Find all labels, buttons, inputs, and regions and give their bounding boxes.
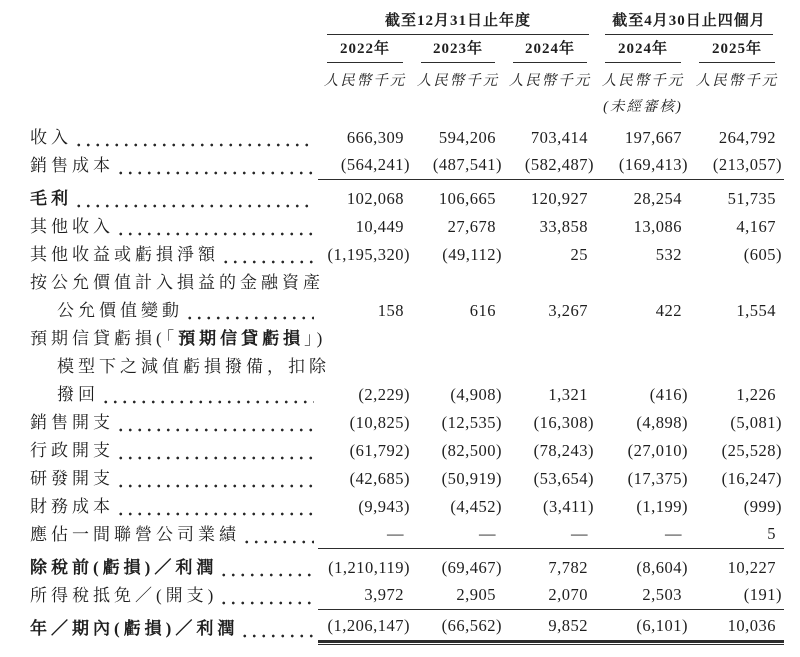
- table-row: [30, 297, 784, 325]
- table-row: [30, 582, 784, 610]
- value-cell: —: [504, 524, 596, 549]
- row-label-text: 其他收益或虧損淨額: [30, 245, 219, 265]
- value-cell: 9,852: [504, 616, 596, 643]
- value-cell: 264,792: [718, 128, 776, 147]
- value-cell: (66,562): [412, 616, 504, 643]
- value-cell: (605): [743, 245, 782, 264]
- value-cell: 10,227: [727, 558, 776, 577]
- leader-dots: [116, 498, 314, 517]
- row-label-text: 所得稅抵免／(開支): [30, 586, 218, 606]
- year-label: 2024年: [605, 37, 681, 63]
- value-cell: [504, 377, 596, 381]
- value-cell: (582,487): [504, 155, 596, 180]
- table-row: [30, 409, 784, 437]
- row-label-text: 撥回: [57, 385, 99, 405]
- row-label-text: 年／期內(虧損)／利潤: [30, 619, 239, 639]
- leader-dots: [219, 559, 314, 578]
- row-label-text: 按公允價值計入損益的金融資產: [30, 273, 324, 293]
- value-cell: (25,528): [721, 441, 782, 460]
- currency-unit-label: 人民幣千元: [508, 73, 592, 89]
- currency-unit-row: [30, 63, 784, 95]
- leader-dots: [116, 470, 314, 489]
- row-label-text: 應佔一間聯營公司業績: [30, 525, 240, 545]
- value-cell: (3,411): [542, 497, 594, 516]
- leader-dots: [116, 157, 314, 176]
- row-label: [30, 587, 318, 610]
- value-cell: (42,685): [349, 469, 410, 488]
- value-cell: [318, 349, 412, 353]
- value-cell: 3,972: [318, 585, 412, 610]
- value-cell: (5,081): [730, 413, 782, 432]
- row-label-text: 除稅前(虧損)／利潤: [30, 558, 218, 578]
- value-cell: [596, 349, 690, 353]
- leader-dots: [185, 302, 314, 321]
- note-spacer: [504, 116, 596, 121]
- table-row: [30, 554, 784, 582]
- row-label-text: 毛利: [30, 189, 72, 209]
- value-cell: (4,908): [450, 385, 502, 404]
- value-cell: 2,905: [412, 585, 504, 610]
- header-group-row: [30, 8, 784, 35]
- value-cell: 27,678: [447, 217, 496, 236]
- row-label: [30, 559, 318, 582]
- row-label: [30, 302, 318, 325]
- value-cell: [690, 293, 784, 297]
- value-cell: [596, 377, 690, 381]
- table-row: [30, 185, 784, 213]
- value-cell: 13,086: [633, 217, 682, 236]
- value-cell: (78,243): [533, 441, 594, 460]
- value-cell: 1,321: [548, 385, 588, 404]
- value-cell: (8,604): [636, 558, 688, 577]
- value-cell: —: [412, 524, 504, 549]
- row-label-text: 行政開支: [30, 441, 114, 461]
- row-label: [30, 414, 318, 437]
- unaudited-note: (未經審核): [603, 99, 683, 115]
- row-label-part: 預期信貸虧損: [178, 329, 305, 349]
- value-cell: (4,898): [636, 413, 688, 432]
- row-label-text: 銷售成本: [30, 156, 114, 176]
- table-row: [30, 241, 784, 269]
- value-cell: 1,554: [736, 301, 776, 320]
- leader-dots: [116, 218, 314, 237]
- value-cell: (1,206,147): [318, 616, 412, 643]
- currency-unit-label: 人民幣千元: [601, 73, 685, 89]
- column-group-annual: 截至12月31日止年度: [327, 9, 589, 35]
- value-cell: 2,503: [596, 585, 690, 610]
- value-cell: 33,858: [539, 217, 588, 236]
- value-cell: [504, 293, 596, 297]
- value-cell: (4,452): [450, 497, 502, 516]
- value-cell: 28,254: [633, 189, 682, 208]
- row-label: [30, 357, 330, 381]
- currency-unit-label: 人民幣千元: [695, 73, 779, 89]
- table-row: [30, 269, 784, 297]
- value-cell: 3,267: [548, 301, 588, 320]
- year-header-cell: [690, 37, 784, 63]
- value-cell: [318, 293, 412, 297]
- value-cell: (213,057): [690, 155, 784, 180]
- value-cell: 4,167: [736, 217, 776, 236]
- year-header-cell: [504, 37, 596, 63]
- value-cell: (50,919): [441, 469, 502, 488]
- value-cell: (16,308): [533, 413, 594, 432]
- value-cell: (10,825): [349, 413, 410, 432]
- value-cell: 666,309: [346, 128, 404, 147]
- value-cell: [318, 377, 412, 381]
- value-cell: (27,010): [627, 441, 688, 460]
- year-label: 2024年: [513, 37, 587, 63]
- row-label: [30, 246, 318, 269]
- row-label: [30, 273, 324, 297]
- leader-dots: [240, 620, 314, 639]
- value-cell: (487,541): [412, 155, 504, 180]
- table-row: [30, 381, 784, 409]
- leader-dots: [74, 190, 314, 209]
- row-label: [30, 442, 318, 465]
- table-row: [30, 521, 784, 549]
- value-cell: 7,782: [548, 558, 588, 577]
- value-cell: (1,210,119): [328, 558, 410, 577]
- value-cell: 422: [655, 301, 682, 320]
- row-label: [30, 157, 318, 180]
- value-cell: 158: [377, 301, 404, 320]
- column-group-interim: 截至4月30日止四個月: [605, 9, 773, 35]
- currency-unit-label: 人民幣千元: [323, 73, 407, 89]
- value-cell: (564,241): [318, 155, 412, 180]
- note-spacer: [690, 116, 784, 121]
- row-label-part: 預期信貸虧損(「: [30, 329, 179, 349]
- table-row: [30, 152, 784, 180]
- value-cell: 106,665: [438, 189, 496, 208]
- row-label: [30, 129, 318, 152]
- value-cell: 10,036: [690, 616, 784, 643]
- value-cell: (191): [690, 585, 784, 610]
- row-label: [30, 190, 318, 213]
- value-cell: (82,500): [441, 441, 502, 460]
- value-cell: (2,229): [358, 385, 410, 404]
- value-cell: 5: [690, 524, 784, 549]
- table-row: [30, 465, 784, 493]
- note-spacer: [412, 116, 504, 121]
- year-header-cell: [412, 37, 504, 63]
- value-cell: [596, 293, 690, 297]
- note-spacer: [318, 116, 412, 121]
- value-cell: [412, 377, 504, 381]
- year-label: 2025年: [699, 37, 775, 63]
- value-cell: [504, 349, 596, 353]
- row-label: [30, 470, 318, 493]
- value-cell: (49,112): [442, 245, 502, 264]
- value-cell: 51,735: [727, 189, 776, 208]
- row-label: [30, 218, 318, 241]
- value-cell: [690, 377, 784, 381]
- year-header-row: [30, 35, 784, 63]
- value-cell: [690, 349, 784, 353]
- leader-dots: [221, 246, 314, 265]
- value-cell: 197,667: [624, 128, 682, 147]
- table-row: [30, 493, 784, 521]
- value-cell: 1,226: [736, 385, 776, 404]
- row-label-text: 公允價值變動: [57, 301, 183, 321]
- value-cell: (169,413): [596, 155, 690, 180]
- currency-unit-label: 人民幣千元: [416, 73, 500, 89]
- row-label: [30, 526, 318, 549]
- value-cell: (999): [743, 497, 782, 516]
- value-cell: (9,943): [358, 497, 410, 516]
- row-label-part: 」): [304, 329, 327, 349]
- row-label: [30, 498, 318, 521]
- value-cell: 594,206: [438, 128, 496, 147]
- value-cell: 532: [655, 245, 682, 264]
- table-row: [30, 353, 784, 381]
- table-body: [30, 124, 784, 643]
- value-cell: 10,449: [355, 217, 404, 236]
- leader-dots: [74, 129, 314, 148]
- year-label: 2022年: [327, 37, 403, 63]
- row-label-text: 銷售開支: [30, 413, 114, 433]
- value-cell: (1,199): [636, 497, 688, 516]
- value-cell: 616: [469, 301, 496, 320]
- value-cell: (61,792): [349, 441, 410, 460]
- value-cell: 120,927: [530, 189, 588, 208]
- year-label: 2023年: [421, 37, 495, 63]
- year-header-cell: [596, 37, 690, 63]
- row-label: [30, 329, 327, 353]
- value-cell: 25: [570, 245, 588, 264]
- leader-dots: [219, 587, 314, 606]
- value-cell: (69,467): [441, 558, 502, 577]
- value-cell: —: [596, 524, 690, 549]
- leader-dots: [116, 414, 314, 433]
- table-row: [30, 124, 784, 152]
- row-label-text: 財務成本: [30, 497, 114, 517]
- row-label: [30, 620, 318, 643]
- value-cell: (12,535): [441, 413, 502, 432]
- value-cell: (1,195,320): [327, 245, 410, 264]
- value-cell: 2,070: [504, 585, 596, 610]
- value-cell: [412, 293, 504, 297]
- income-statement-table: [30, 8, 784, 643]
- row-label-text: [30, 330, 326, 349]
- value-cell: [412, 349, 504, 353]
- row-label-text: 其他收入: [30, 217, 114, 237]
- table-row: [30, 437, 784, 465]
- leader-dots: [101, 386, 314, 405]
- row-label: [30, 386, 318, 409]
- value-cell: —: [318, 524, 412, 549]
- row-label-text: 模型下之減值虧損撥備，扣除: [57, 357, 330, 377]
- year-header-cell: [318, 37, 412, 63]
- value-cell: 102,068: [346, 189, 404, 208]
- table-row: [30, 615, 784, 643]
- value-cell: (16,247): [721, 469, 782, 488]
- value-cell: (6,101): [596, 616, 690, 643]
- leader-dots: [242, 526, 314, 545]
- value-cell: (416): [649, 385, 688, 404]
- value-cell: 703,414: [530, 128, 588, 147]
- table-row: [30, 325, 784, 353]
- table-row: [30, 213, 784, 241]
- row-label-text: 收入: [30, 128, 72, 148]
- leader-dots: [116, 442, 314, 461]
- audit-note-row: [30, 95, 784, 119]
- value-cell: (17,375): [627, 469, 688, 488]
- value-cell: (53,654): [533, 469, 594, 488]
- row-label-text: 研發開支: [30, 469, 114, 489]
